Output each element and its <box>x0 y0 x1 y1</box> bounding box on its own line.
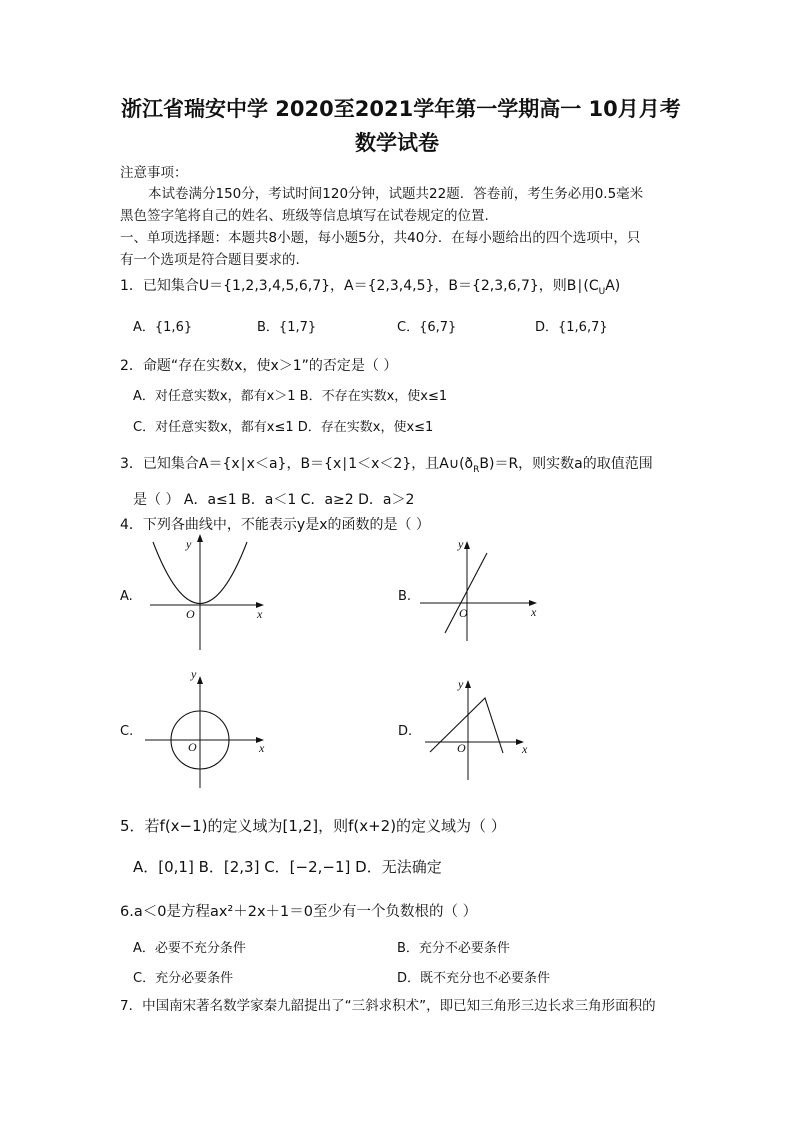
graph-c-label: C. <box>120 724 134 739</box>
graph-d-label: D. <box>398 724 413 739</box>
question-2-options-row1: A．对任意实数x，都有x＞1 B．不存在实数x，使x≤1 <box>133 389 448 404</box>
notice-line2: 黑色签字笔将自己的姓名、班级等信息填写在试卷规定的位置. <box>120 208 489 224</box>
question-6-option-b: B．充分不必要条件 <box>397 941 510 956</box>
question-3-options: 是（ ） A．a≤1 B．a＜1 C．a≥2 D．a＞2 <box>133 492 415 508</box>
question-1-stem <box>120 275 620 297</box>
question-2-stem: 2．命题“存在实数x，使x＞1”的否定是（ ） <box>120 358 398 374</box>
graph-c-origin: O <box>188 740 197 754</box>
notice-line1: 本试卷满分150分，考试时间120分钟，试题共22题．答卷前，考生务必用0.5毫米 <box>148 186 644 202</box>
question-7-stem: 7．中国南宋著名数学家秦九韶提出了“三斜求积术”，即已知三角形三边长求三角形面积的 <box>120 998 656 1014</box>
graph-d-y-label: y <box>458 677 464 691</box>
exam-title-line2: 数学试卷 <box>355 131 439 155</box>
graph-a-origin: O <box>186 607 195 621</box>
question-4-stem: 4．下列各曲线中，不能表示y是x的函数的是（ ） <box>120 517 430 533</box>
graph-d-piecewise <box>420 670 540 785</box>
graph-c-circle <box>140 668 270 793</box>
question-3-stem-sub: R <box>473 464 480 475</box>
question-3-stem-main: 3．已知集合A＝{x∣x＜a}，B＝{x∣1＜x＜2}，且A∪(ð <box>120 456 474 472</box>
graph-a-y-label: y <box>186 537 192 551</box>
question-1-option-b: B．{1,7} <box>257 320 317 335</box>
question-5-options: A．[0,1] B．[2,3] C．[−2,−1] D．无法确定 <box>133 858 442 876</box>
question-6-option-d: D．既不充分也不必要条件 <box>397 971 551 986</box>
question-6-stem: 6.a＜0是方程ax²＋2x＋1＝0至少有一个负数根的（ ） <box>120 904 478 920</box>
question-5-stem: 5．若f(x−1)的定义域为[1,2]，则f(x+2)的定义域为（ ） <box>120 817 506 835</box>
section1-line2: 有一个选项是符合题目要求的. <box>120 252 300 268</box>
graph-c-y-label: y <box>191 668 197 681</box>
question-2-options-row2: C．对任意实数x，都有x≤1 D．存在实数x，使x≤1 <box>133 420 434 435</box>
question-1-option-c: C．{6,7} <box>397 320 457 335</box>
graph-a-parabola <box>140 530 270 655</box>
question-6-option-a: A．必要不充分条件 <box>133 941 246 956</box>
exam-title-line1: 浙江省瑞安中学 2020至2021学年第一学期高一 10月月考 <box>121 97 681 121</box>
graph-b-origin: O <box>459 606 468 620</box>
graph-a-label: A. <box>120 589 133 604</box>
question-3-stem-tail: B)＝R，则实数a的取值范围 <box>479 456 653 472</box>
graph-d-x-label: x <box>522 742 528 756</box>
graph-b-x-label: x <box>531 605 537 619</box>
graph-a-x-label: x <box>257 607 263 621</box>
question-1-option-d: D．{1,6,7} <box>535 320 608 335</box>
graph-b-y-label: y <box>458 537 464 551</box>
question-1-stem-sub: U <box>598 286 606 297</box>
question-1-option-a: A．{1,6} <box>133 320 193 335</box>
question-1-stem-tail: A) <box>605 278 621 294</box>
graph-c-x-label: x <box>259 741 265 755</box>
graph-b-label: B. <box>398 589 412 604</box>
question-3-stem <box>120 453 653 475</box>
notice-heading: 注意事项： <box>120 165 188 181</box>
graph-d-origin: O <box>457 741 466 755</box>
question-1-stem-main: 1．已知集合U＝{1,2,3,4,5,6,7}，A＝{2,3,4,5}，B＝{2,3,6,7}，则B∣(C <box>120 278 599 294</box>
graph-b-line <box>415 533 545 658</box>
section1-line1: 一、单项选择题：本题共8小题，每小题5分，共40分．在每小题给出的四个选项中，只 <box>120 230 641 246</box>
question-6-option-c: C．充分必要条件 <box>133 971 234 986</box>
